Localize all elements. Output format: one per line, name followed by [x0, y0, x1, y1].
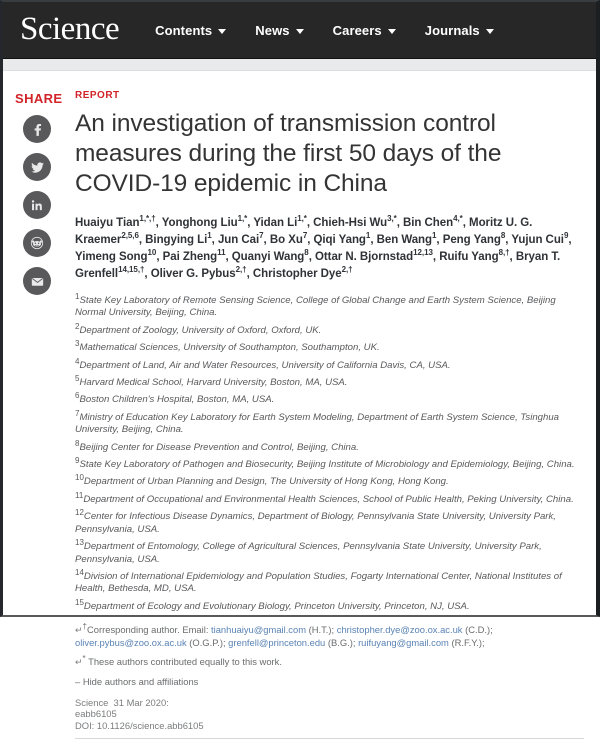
- citation-doi[interactable]: DOI: 10.1126/science.abb6105: [75, 719, 204, 731]
- author-affiliation-marker: 1: [207, 231, 212, 241]
- nav-item-news[interactable]: [255, 23, 303, 38]
- author-affiliation-marker: 8: [500, 231, 506, 241]
- affiliation-number: 14: [75, 567, 84, 577]
- author-affiliation-marker: 2,5,6: [121, 231, 139, 241]
- share-button-twitter[interactable]: [23, 153, 51, 181]
- author-name[interactable]: Christopher Dye: [252, 268, 342, 280]
- affiliation-item: [75, 537, 584, 566]
- affiliation-item: [75, 356, 584, 372]
- author-name[interactable]: Yujun Cui: [511, 234, 564, 246]
- author-name[interactable]: Peng Yang: [442, 234, 501, 246]
- science-logo[interactable]: Science: [20, 10, 120, 47]
- asterisk-marker: *: [82, 654, 86, 663]
- affiliation-number: 12: [75, 508, 84, 518]
- author-affiliation-marker: 1,*: [297, 214, 307, 224]
- author-affiliation-marker: 1,*,†: [139, 214, 156, 224]
- share-button-email[interactable]: [23, 267, 51, 295]
- affiliation-number: 13: [75, 537, 84, 547]
- affiliation-number: 10: [75, 473, 84, 483]
- chevron-down-icon: [218, 29, 226, 34]
- affiliation-number: 6: [75, 391, 80, 401]
- corresponding-author-note: ↵†Corresponding author. Email: tianhuaiyu@gmail.com (H.T.); christopher.dye@zoo.ox.ac.uk (C.D.); oliver.pybus@zoo.ox.ac.uk (O.G.P.); grenfell@princeton.edu (B.G.); ruifuyang@gmail.com (R.F.Y.);: [75, 622, 493, 648]
- author-affiliation-marker: 2,†: [235, 265, 247, 275]
- email-icon: [29, 273, 46, 290]
- affiliation-text: Department of Zoology, University of Oxford, Oxford, UK.: [79, 324, 322, 336]
- nav-label: Contents: [155, 22, 213, 38]
- affiliation-item: [75, 597, 584, 613]
- affiliation-item: [75, 321, 584, 337]
- citation-article-id: eabb6105: [75, 708, 117, 720]
- corresponding-email-link[interactable]: christopher.dye@zoo.ox.ac.uk: [336, 624, 463, 636]
- corresponding-email-link[interactable]: grenfell@princeton.edu: [228, 636, 326, 648]
- reddit-icon: [28, 234, 46, 252]
- author-name[interactable]: Yidan Li: [253, 217, 298, 229]
- corresponding-email-link[interactable]: tianhuaiyu@gmail.com: [211, 624, 307, 636]
- nav-label: News: [255, 22, 290, 38]
- affiliation-text: Ministry of Education Key Laboratory for Earth System Modeling, Department of Earth System Science, Tsinghua University, Beijing, China.: [75, 411, 560, 436]
- return-arrow-icon: ↵: [75, 657, 83, 668]
- affiliation-item: [75, 473, 584, 488]
- article-content: [71, 90, 596, 739]
- affiliation-text: Division of International Epidemiology and Population Studies, Fogarty International Center, National Institutes of Health, Bethesda, MD, USA.: [75, 570, 562, 595]
- affiliation-text: Harvard Medical School, Harvard University, Boston, MA, USA.: [79, 377, 348, 389]
- header-divider-band: [3, 59, 596, 71]
- author-affiliation-marker: 7: [302, 231, 308, 241]
- author-name[interactable]: Yonghong Liu: [161, 217, 238, 229]
- equal-contribution-note: ↵* These authors contributed equally to this work.: [75, 654, 282, 668]
- affiliation-number: 2: [75, 321, 80, 331]
- facebook-icon: [29, 121, 46, 138]
- author-name[interactable]: Jun Cai: [217, 234, 260, 246]
- affiliation-text: Center for Infectious Disease Dynamics, Department of Biology, Pennsylvania State University, University Park, Pennsylvania, USA.: [75, 511, 556, 535]
- affiliation-item: [75, 438, 584, 454]
- author-name[interactable]: Yimeng Song: [75, 251, 148, 263]
- author-name[interactable]: Ottar N. Bjornstad: [314, 251, 414, 263]
- author-name[interactable]: Huaiyu Tian: [75, 217, 140, 229]
- author-notes: [75, 624, 584, 687]
- twitter-icon: [29, 159, 46, 176]
- affiliation-item: [75, 455, 584, 471]
- author-affiliation-marker: 3,*: [387, 214, 397, 224]
- affiliation-number: 5: [75, 373, 80, 383]
- affiliation-item: [75, 339, 584, 354]
- affiliation-number: 3: [75, 339, 80, 349]
- author-name[interactable]: Bo Xu: [269, 234, 303, 246]
- affiliation-text: State Key Laboratory of Remote Sensing Science, College of Global Change and Earth System Science, Beijing Normal University, Beijing, China.: [75, 295, 556, 319]
- affiliation-number: 7: [75, 408, 80, 418]
- affiliation-item: [75, 373, 584, 389]
- affiliation-text: Department of Ecology and Evolutionary Biology, Princeton University, Princeton, NJ, USA.: [83, 600, 470, 612]
- share-button-reddit[interactable]: [23, 229, 51, 257]
- affiliation-text: Beijing Center for Disease Prevention and Control, Beijing, China.: [79, 441, 359, 453]
- affiliation-number: 1: [75, 291, 80, 301]
- affiliation-item: [75, 490, 584, 506]
- return-arrow-icon: ↵: [75, 625, 83, 636]
- author-affiliation-marker: 7: [259, 231, 264, 241]
- corresponding-email-link[interactable]: ruifuyang@gmail.com: [358, 636, 449, 648]
- author-name[interactable]: Qiqi Yang: [313, 234, 366, 246]
- affiliation-list: [75, 291, 584, 613]
- author-affiliation-marker: 9: [563, 231, 569, 241]
- author-affiliation-marker: 4,*: [453, 214, 463, 224]
- main-navigation: [155, 23, 523, 38]
- share-button-facebook[interactable]: [23, 115, 51, 143]
- author-name[interactable]: Bingying Li: [145, 234, 208, 246]
- affiliation-text: Boston Children's Hospital, Boston, MA, USA.: [79, 394, 275, 406]
- nav-item-journals[interactable]: [425, 23, 494, 38]
- article-body: [3, 71, 596, 739]
- author-name[interactable]: Chieh-Hsi Wu: [313, 217, 388, 229]
- author-affiliation-marker: 11: [217, 248, 226, 258]
- author-affiliation-marker: 1: [432, 231, 437, 241]
- author-affiliation-marker: 8,†: [498, 248, 510, 258]
- affiliation-text: Mathematical Sciences, University of Southampton, Southampton, UK.: [79, 342, 380, 354]
- author-affiliation-marker: 12,13: [413, 248, 433, 258]
- author-name[interactable]: Quanyi Wang: [231, 251, 305, 263]
- chevron-down-icon: [296, 29, 304, 34]
- hide-authors-toggle[interactable]: – Hide authors and affiliations: [75, 675, 199, 687]
- author-list: Huaiyu Tian$^{1,*,\dagger}$, Yonghong Liu$^{1,*}$, Yidan $Li^{1,*}$, Chieh-Hsi $Wu^{3,*}$, Bin Chen$^{4,*}$, Moritz U. G. Kraemer$^{2,5,6}$, Bingying Li$^1$, Jun Cai$^7$, Bo Xu$^7$, Qiqi Yang$^1$, Ben Wang$^1$, Peng Yang$^8$, Yujun Cui$^9$, Yimeng Song$^{10}$, Pai Zheng$^{11}$, Quanyi Wang$^8$, Ottar N. Bjornstad$^{12,13}$, Ruifu Yang$^{8,\dagger}$, Bryan T. Grenfell$^{14,15,\dagger}$, Oliver G. Pybus$^{2,\dagger}$, Christopher Dye$^{2,\dagger}$: [75, 214, 572, 280]
- citation-block: [75, 697, 584, 735]
- page-title: An investigation of transmission control measures during the first 50 days of the COVID-19 epidemic in China: [75, 110, 502, 197]
- nav-item-contents[interactable]: [155, 23, 226, 38]
- affiliation-text: Department of Occupational and Environmental Health Sciences, School of Public Health, Peking University, China.: [83, 493, 574, 505]
- share-button-linkedin[interactable]: [23, 191, 51, 219]
- author-name[interactable]: Ben Wang: [376, 234, 433, 246]
- affiliation-item: [75, 391, 584, 406]
- share-sidebar: [3, 90, 71, 739]
- author-affiliation-marker: 1: [365, 231, 371, 241]
- affiliation-text: Department of Land, Air and Water Resources, University of California Davis, CA, USA.: [79, 359, 451, 371]
- author-name[interactable]: Moritz U. G. Kraemer: [75, 217, 533, 246]
- author-name[interactable]: Oliver G. Pybus: [150, 268, 236, 280]
- nav-label: Journals: [424, 22, 480, 38]
- author-name[interactable]: Pai Zheng: [162, 251, 218, 263]
- dagger-marker: †: [82, 622, 87, 631]
- affiliation-number: 9: [75, 455, 80, 465]
- author-affiliation-marker: 10: [147, 248, 157, 258]
- affiliation-item: [75, 408, 584, 437]
- author-affiliation-marker: 1,*: [237, 214, 248, 224]
- nav-label: Careers: [332, 22, 382, 38]
- affiliation-item: [75, 291, 584, 320]
- author-name[interactable]: Ruifu Yang: [439, 251, 499, 263]
- affiliation-item: [75, 567, 584, 596]
- author-affiliation-marker: 14,15,†: [118, 265, 145, 275]
- affiliation-number: 8: [75, 438, 80, 448]
- affiliation-number: 15: [75, 597, 84, 607]
- chevron-down-icon: [388, 29, 396, 34]
- affiliation-text: Department of Entomology, College of Agricultural Sciences, Pennsylvania State University, University Park, Pennsylvania, USA.: [75, 541, 542, 565]
- author-affiliation-marker: 2,†: [341, 265, 353, 275]
- share-label: SHARE: [15, 91, 63, 106]
- author-name[interactable]: Bryan T. Grenfell: [75, 251, 561, 280]
- site-header: [3, 2, 596, 59]
- author-affiliation-marker: 8: [304, 248, 309, 258]
- nav-item-careers[interactable]: [333, 23, 396, 38]
- citation-journal-date: Science 31 Mar 2020:: [75, 696, 169, 708]
- article-type-label: REPORT: [75, 90, 120, 101]
- affiliation-number: 11: [75, 490, 84, 500]
- affiliation-text: State Key Laboratory of Pathogen and Biosecurity, Beijing Institute of Microbiology and Epidemiology, Beijing, China.: [79, 459, 575, 471]
- affiliation-text: Department of Urban Planning and Design, The University of Hong Kong, Hong Kong.: [83, 476, 449, 488]
- linkedin-icon: [29, 197, 46, 214]
- affiliation-number: 4: [75, 356, 80, 366]
- author-name[interactable]: Bin Chen: [403, 217, 454, 229]
- corresponding-email-link[interactable]: oliver.pybus@zoo.ox.ac.uk: [75, 636, 187, 648]
- affiliation-item: [75, 508, 584, 536]
- chevron-down-icon: [486, 29, 494, 34]
